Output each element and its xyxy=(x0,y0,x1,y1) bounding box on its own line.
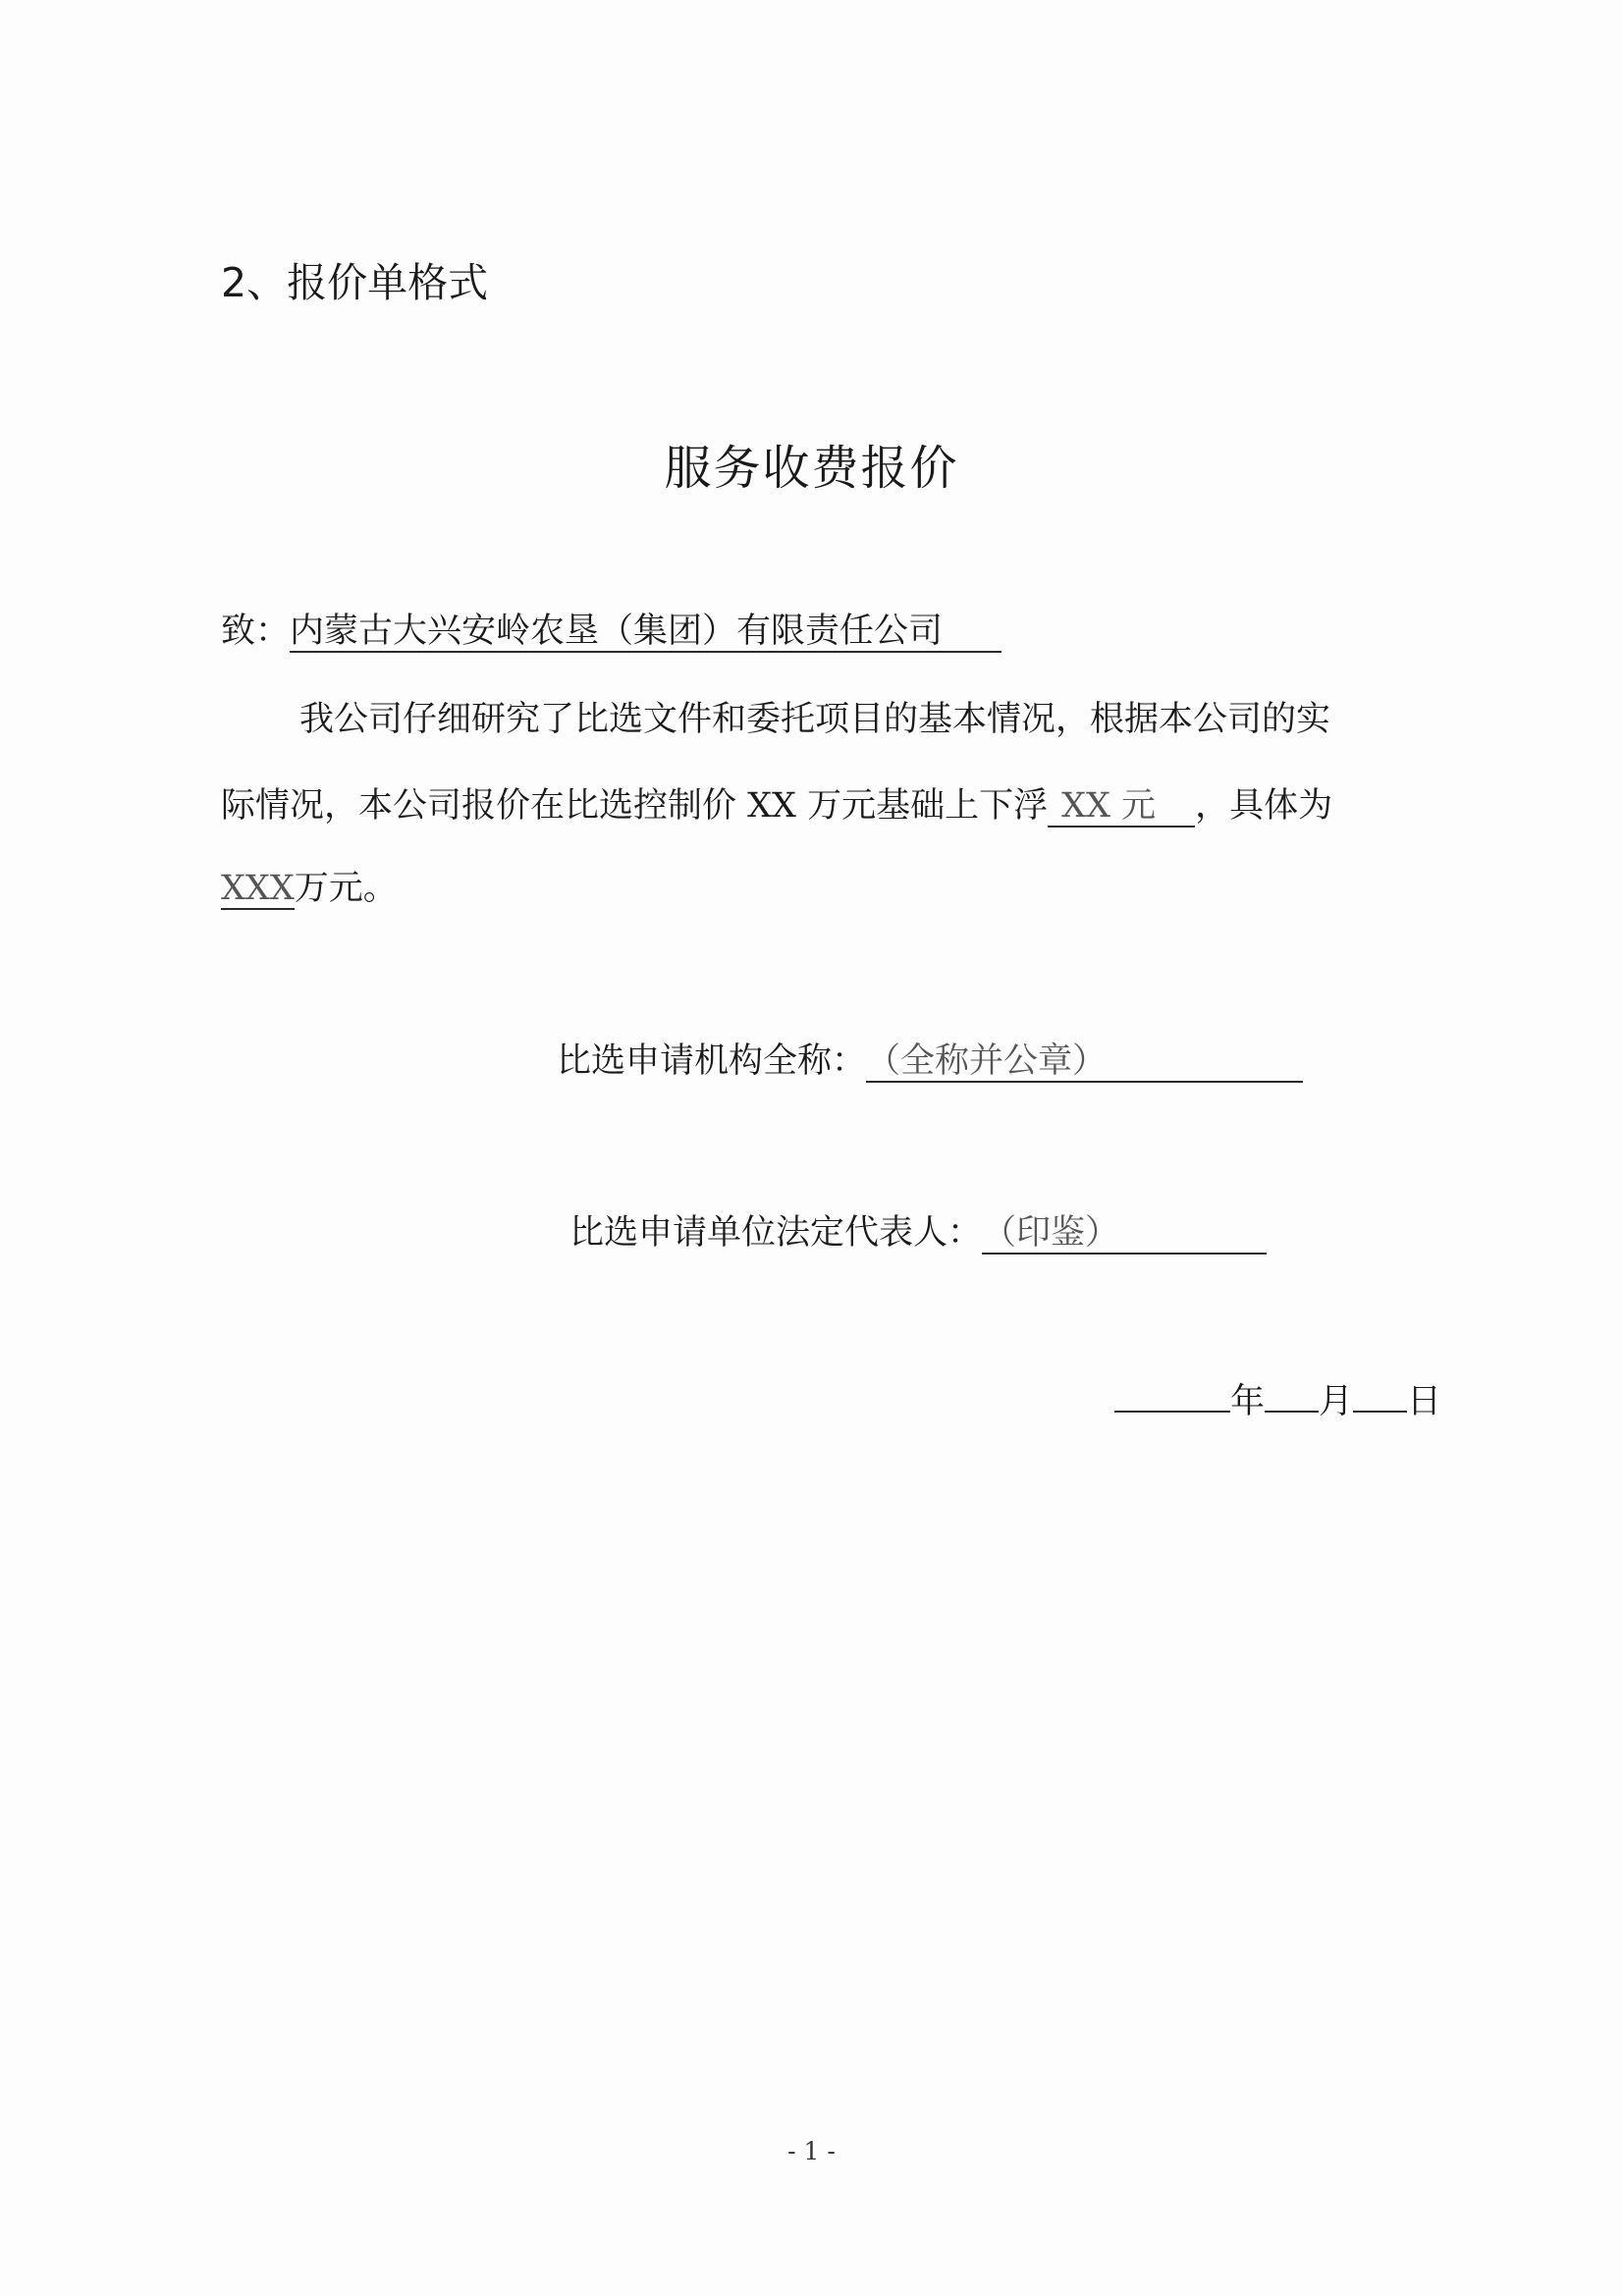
recipient-line xyxy=(221,604,1001,653)
body-line-2 xyxy=(221,778,1332,828)
body-line-1: 我公司仔细研究了比选文件和委托项目的基本情况，根据本公司的实 xyxy=(299,700,1331,739)
legal-rep-blank: （印鉴） xyxy=(982,1213,1267,1255)
recipient-company: 内蒙古大兴安岭农垦（集团）有限责任公司 xyxy=(290,612,1001,653)
document-title: 服务收费报价 xyxy=(664,441,959,496)
day-label: 日 xyxy=(1407,1382,1442,1421)
body-line-2-start: 际情况，本公司报价在比选控制价 XX 万元基础上下浮 xyxy=(221,786,1049,826)
body-line-3 xyxy=(221,861,398,910)
legal-rep-label: 比选申请单位法定代表人： xyxy=(569,1213,983,1253)
day-blank xyxy=(1353,1376,1407,1413)
float-amount-blank: XX 元 xyxy=(1048,786,1195,828)
year-blank xyxy=(1114,1376,1230,1413)
month-label: 月 xyxy=(1319,1382,1354,1421)
legal-rep-line xyxy=(569,1205,1267,1255)
date-line xyxy=(1114,1374,1441,1423)
applicant-org-blank: （全称并公章） xyxy=(866,1041,1303,1083)
section-heading: 2、报价单格式 xyxy=(221,259,489,306)
total-amount-blank: XXX xyxy=(221,869,295,910)
month-blank xyxy=(1265,1376,1319,1413)
applicant-org-label: 比选申请机构全称： xyxy=(557,1041,867,1081)
page-number: - 1 - xyxy=(787,2137,836,2165)
body-line-3-end: 万元。 xyxy=(294,869,398,908)
applicant-org-line xyxy=(557,1034,1303,1083)
recipient-prefix: 致： xyxy=(221,612,291,651)
body-line-2-end: ，具体为 xyxy=(1195,786,1333,826)
year-label: 年 xyxy=(1230,1382,1266,1421)
